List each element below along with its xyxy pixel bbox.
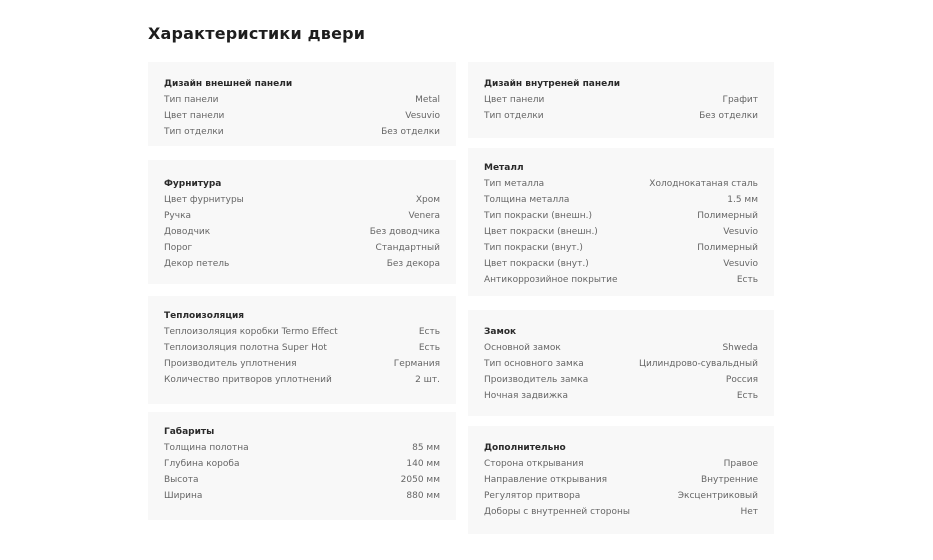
spec-value: 1.5 мм (727, 195, 758, 205)
spec-value: Россия (725, 375, 758, 385)
spec-row (164, 340, 440, 356)
section-dimensions (148, 412, 456, 520)
spec-row (484, 92, 758, 108)
spec-label: Цвет фурнитуры (164, 195, 244, 205)
spec-label: Доводчик (164, 227, 211, 237)
spec-label: Тип металла (484, 179, 545, 189)
spec-label: Ночная задвижка (484, 391, 569, 401)
section-title: Дополнительно (484, 443, 566, 453)
spec-label: Направление открывания (484, 475, 608, 485)
spec-value: Без отделки (699, 111, 758, 121)
spec-value: Полимерный (697, 243, 758, 253)
section-title: Габариты (164, 427, 215, 437)
spec-value: Правое (723, 459, 758, 469)
spec-label: Ширина (164, 491, 203, 501)
section-title: Теплоизоляция (164, 311, 245, 321)
spec-value: 880 мм (406, 491, 440, 501)
spec-label: Тип отделки (484, 111, 544, 121)
spec-value: Графит (722, 95, 758, 105)
spec-row (164, 108, 440, 124)
spec-value: Есть (418, 343, 440, 353)
spec-label: Цвет покраски (внут.) (484, 259, 589, 269)
section-title: Дизайн внутреней панели (484, 79, 621, 89)
spec-row (484, 504, 758, 520)
section-lock (468, 310, 774, 416)
spec-label: Цвет панели (164, 111, 225, 121)
spec-value: Vesuvio (723, 227, 758, 237)
spec-row (484, 340, 758, 356)
spec-row (164, 488, 440, 504)
spec-label: Тип отделки (164, 127, 224, 137)
spec-label: Декор петель (164, 259, 230, 269)
spec-row (484, 256, 758, 272)
spec-value: Цилиндрово-сувальдный (638, 359, 758, 369)
section-title: Замок (484, 327, 517, 337)
spec-label: Теплоизоляция полотна Super Hot (164, 343, 327, 353)
spec-label: Регулятор притвора (484, 491, 581, 501)
spec-label: Количество притворов уплотнений (164, 375, 332, 385)
spec-label: Сторона открывания (484, 459, 584, 469)
spec-row (484, 456, 758, 472)
spec-value: Metal (415, 95, 440, 105)
spec-value: 140 мм (406, 459, 440, 469)
spec-row (484, 176, 758, 192)
page-title: Характеристики двери (148, 24, 366, 43)
spec-label: Доборы с внутренней стороны (484, 507, 631, 517)
spec-label: Толщина металла (484, 195, 570, 205)
spec-row (164, 372, 440, 388)
spec-value: Venera (408, 211, 440, 221)
spec-label: Порог (164, 243, 193, 253)
spec-row (484, 388, 758, 404)
spec-row (164, 324, 440, 340)
spec-value: 85 мм (412, 443, 440, 453)
spec-value: Стандартный (375, 243, 440, 253)
section-additional (468, 426, 774, 534)
spec-row (484, 208, 758, 224)
spec-label: Тип покраски (внешн.) (484, 211, 592, 221)
spec-row (164, 472, 440, 488)
section-title: Дизайн внешней панели (164, 79, 293, 89)
spec-row (484, 356, 758, 372)
spec-label: Тип покраски (внут.) (484, 243, 583, 253)
spec-row (164, 224, 440, 240)
spec-value: Германия (393, 359, 440, 369)
spec-value: Холоднокатаная сталь (649, 179, 758, 189)
spec-row (484, 192, 758, 208)
spec-label: Тип панели (164, 95, 219, 105)
spec-label: Цвет покраски (внешн.) (484, 227, 598, 237)
spec-row (164, 192, 440, 208)
spec-label: Цвет панели (484, 95, 545, 105)
spec-value: Полимерный (697, 211, 758, 221)
spec-row (164, 456, 440, 472)
spec-label: Производитель уплотнения (164, 359, 297, 369)
spec-value: Есть (418, 327, 440, 337)
spec-row (164, 92, 440, 108)
section-hardware (148, 160, 456, 284)
spec-row (164, 124, 440, 140)
spec-value: Внутренние (700, 475, 758, 485)
spec-row (484, 472, 758, 488)
spec-value: 2 шт. (415, 375, 440, 385)
spec-label: Тип основного замка (484, 359, 584, 369)
spec-row (484, 224, 758, 240)
spec-row (164, 208, 440, 224)
spec-label: Теплоизоляция коробки Termo Effect (164, 327, 338, 337)
spec-row (164, 240, 440, 256)
spec-value: Нет (740, 507, 758, 517)
spec-row (484, 272, 758, 288)
spec-value: 2050 мм (400, 475, 440, 485)
spec-value: Vesuvio (405, 111, 440, 121)
spec-label: Высота (164, 475, 199, 485)
section-insulation (148, 296, 456, 404)
spec-label: Основной замок (484, 343, 561, 353)
spec-value: Без декора (386, 259, 440, 269)
spec-label: Производитель замка (484, 375, 589, 385)
section-title: Фурнитура (164, 179, 222, 189)
section-title: Металл (484, 163, 524, 173)
spec-row (484, 108, 758, 124)
section-exterior-panel (148, 62, 456, 146)
spec-row (164, 440, 440, 456)
spec-row (164, 256, 440, 272)
spec-value: Эксцентриковый (677, 491, 758, 501)
section-metal (468, 148, 774, 296)
spec-row (484, 240, 758, 256)
section-interior-panel (468, 62, 774, 138)
spec-row (164, 356, 440, 372)
spec-value: Есть (736, 275, 758, 285)
spec-value: Хром (415, 195, 440, 205)
spec-value: Без отделки (381, 127, 440, 137)
spec-value: Shweda (722, 343, 758, 353)
spec-label: Толщина полотна (164, 443, 249, 453)
spec-value: Есть (736, 391, 758, 401)
spec-label: Ручка (164, 211, 192, 221)
spec-value: Без доводчика (369, 227, 440, 237)
spec-value: Vesuvio (723, 259, 758, 269)
spec-label: Глубина короба (164, 459, 240, 469)
spec-label: Антикоррозийное покрытие (484, 275, 618, 285)
spec-row (484, 372, 758, 388)
spec-row (484, 488, 758, 504)
